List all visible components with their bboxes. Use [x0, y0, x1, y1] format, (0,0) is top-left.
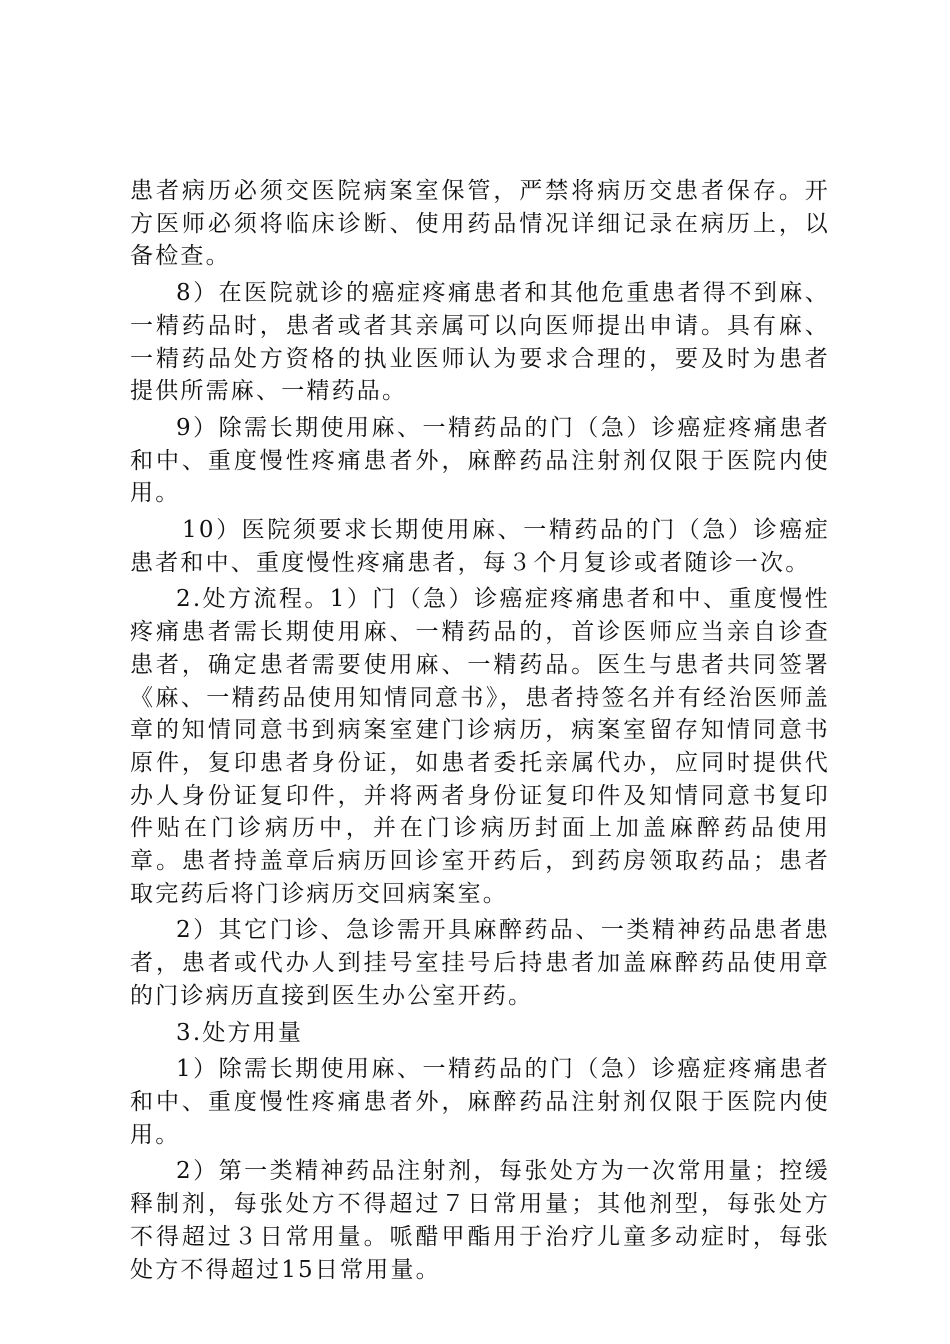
section-heading-prescription-dosage: 3.处方用量	[176, 1019, 304, 1046]
paragraph-prescription-process: 2.处方流程。1）门（急）诊癌症疼痛患者和中、重度慢性疼痛患者需长期使用麻、一精药品的，首诊医师应当亲自诊查患者，确定患者需要使用麻、一精药品。医生与患者共同签署《麻、一精药品使用知情同意书》，患者持签名并有经治医师盖章的知情同意书到病案室建门诊病历，病案室留存知情同意书原件，复印患者身份证，如患者委托亲属代办，应同时提供代办人身份证复印件，并将两者身份证复印件及知情同意书复印件贴在门诊病历中，并在门诊病历封面上加盖麻醉药品使用章。患者持盖章后病历回诊室开药后，到药房领取药品；患者取完药后将门诊病历交回病案室。	[130, 586, 830, 907]
document-body	[130, 175, 830, 1286]
paragraph-dosage-item-2: 2）第一类精神药品注射剂，每张处方为一次常用量；控缓释制剂，每张处方不得超过７日常用量；其他剂型，每张处方不得超过３日常用量。哌醋甲酯用于治疗儿童多动症时，每张处方不得超过15日常用量。	[130, 1158, 830, 1283]
paragraph-records-storage: 患者病历必须交医院病案室保管，严禁将病历交患者保存。开方医师必须将临床诊断、使用药品情况详细记录在病历上，以备检查。	[130, 178, 830, 270]
paragraph-item-9: 9）除需长期使用麻、一精药品的门（急）诊癌症疼痛患者和中、重度慢性疼痛患者外，麻醉药品注射剂仅限于医院内使用。	[130, 414, 830, 507]
paragraph-dosage-item-1: 1）除需长期使用麻、一精药品的门（急）诊癌症疼痛患者和中、重度慢性疼痛患者外，麻醉药品注射剂仅限于医院内使用。	[130, 1056, 830, 1148]
paragraph-item-8: 8）在医院就诊的癌症疼痛患者和其他危重患者得不到麻、一精药品时，患者或者其亲属可以向医师提出申请。具有麻、一精药品处方资格的执业医师认为要求合理的，要及时为患者提供所需麻、一精药品。	[130, 280, 830, 405]
paragraph-other-outpatient: 2）其它门诊、急诊需开具麻醉药品、一类精神药品患者患者，患者或代办人到挂号室挂号后持患者加盖麻醉药品使用章的门诊病历直接到医生办公室开药。	[130, 917, 830, 1009]
paragraph-item-10: 10）医院须要求长期使用麻、一精药品的门（急）诊癌症患者和中、重度慢性疼痛患者，每３个月复诊或者随诊一次。	[130, 517, 830, 576]
